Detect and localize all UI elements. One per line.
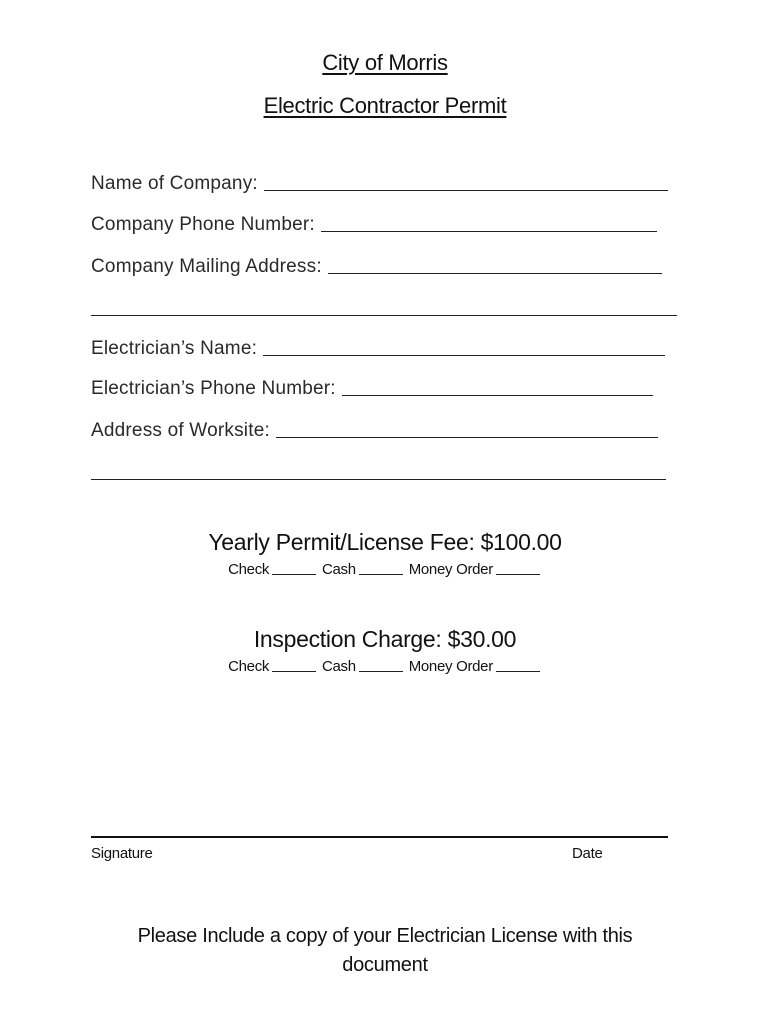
inspection-money-order-blank[interactable] (496, 659, 540, 672)
company-mailing-address-continuation-line[interactable] (91, 315, 677, 316)
yearly-fee-heading: Yearly Permit/License Fee: $100.00 (208, 529, 562, 555)
inspection-cash-blank[interactable] (359, 659, 403, 672)
date-label: Date (572, 845, 603, 862)
electrician-phone-field (91, 375, 653, 400)
license-copy-note (0, 922, 770, 980)
company-name-field (91, 170, 668, 195)
company-mailing-address-input-line[interactable] (328, 255, 662, 274)
signature-label: Signature (91, 845, 153, 862)
worksite-address-input-line[interactable] (276, 419, 658, 438)
company-mailing-address-field (91, 253, 662, 278)
yearly-money-order-label: Money Order (408, 561, 493, 578)
electrician-phone-label: Electrician’s Phone Number: (91, 378, 336, 399)
company-phone-field (91, 211, 657, 236)
signature-line[interactable] (91, 836, 668, 838)
yearly-money-order-blank[interactable] (496, 562, 540, 575)
inspection-payment-options (0, 658, 770, 675)
company-name-label: Name of Company: (91, 173, 258, 194)
company-name-input-line[interactable] (264, 172, 668, 191)
electrician-phone-input-line[interactable] (342, 377, 653, 396)
yearly-check-label: Check (228, 561, 270, 578)
license-copy-note-text: Please Include a copy of your Electrician License with this document (137, 925, 633, 976)
inspection-cash-label: Cash (321, 658, 356, 675)
company-phone-label: Company Phone Number: (91, 214, 315, 235)
company-mailing-address-label: Company Mailing Address: (91, 256, 322, 277)
yearly-check-blank[interactable] (272, 562, 316, 575)
form-title: Electric Contractor Permit (263, 93, 507, 118)
inspection-fee-heading: Inspection Charge: $30.00 (253, 626, 517, 652)
inspection-check-blank[interactable] (272, 659, 316, 672)
electrician-name-label: Electrician’s Name: (91, 338, 258, 359)
electrician-name-input-line[interactable] (263, 337, 665, 356)
yearly-cash-label: Cash (321, 561, 356, 578)
inspection-money-order-label: Money Order (408, 658, 493, 675)
city-title: City of Morris (322, 50, 448, 75)
electrician-name-field (91, 335, 665, 360)
worksite-address-label: Address of Worksite: (91, 420, 270, 441)
inspection-check-label: Check (228, 658, 270, 675)
worksite-address-continuation-line[interactable] (91, 479, 666, 480)
yearly-cash-blank[interactable] (359, 562, 403, 575)
yearly-payment-options (0, 561, 770, 578)
worksite-address-field (91, 417, 658, 442)
company-phone-input-line[interactable] (321, 213, 657, 232)
